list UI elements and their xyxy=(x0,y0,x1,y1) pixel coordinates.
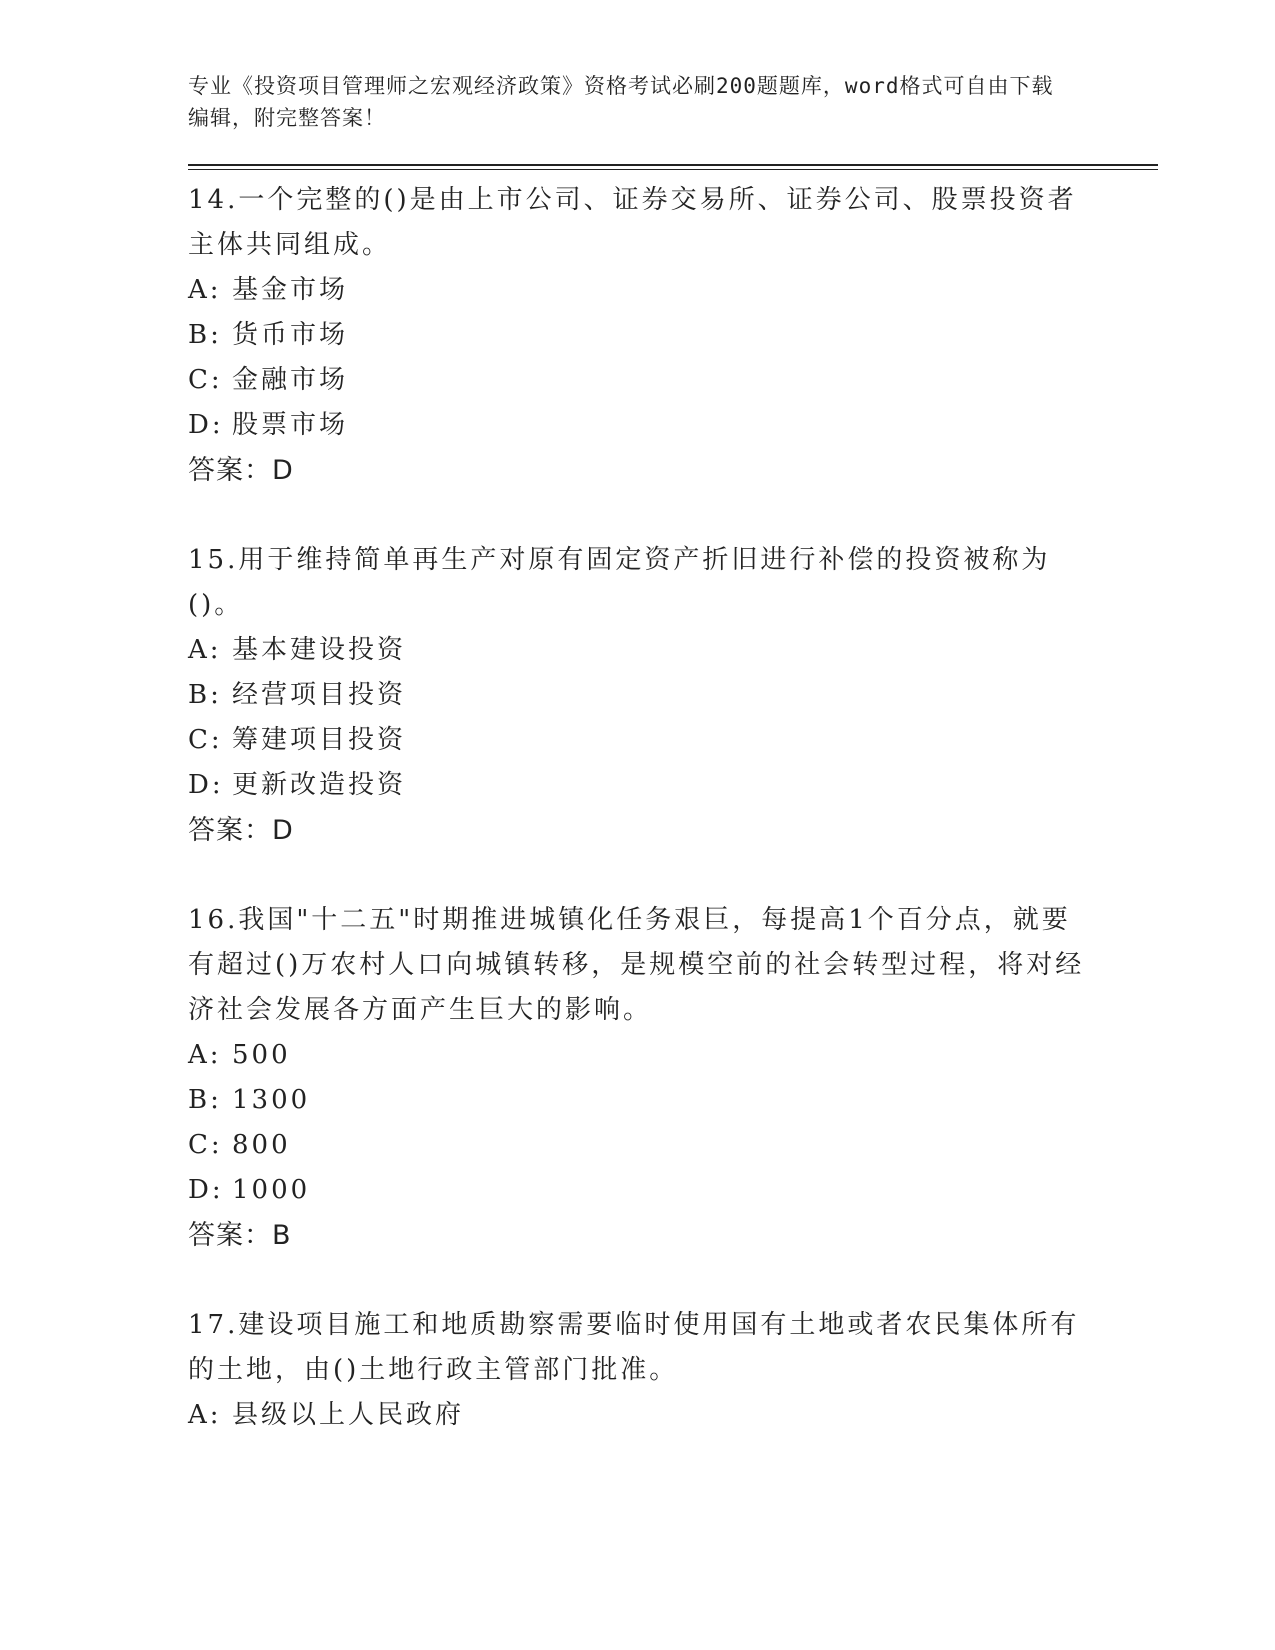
option-b xyxy=(188,1078,1098,1123)
option-a xyxy=(188,268,1098,313)
option-text: 经营项目投资 xyxy=(232,680,407,710)
option-key: A: xyxy=(188,1040,222,1070)
option-c xyxy=(188,358,1098,403)
question-17 xyxy=(188,1303,1098,1438)
option-text: 1300 xyxy=(232,1085,311,1115)
option-text: 1000 xyxy=(232,1175,311,1205)
question-stem: 16.我国"十二五"时期推进城镇化任务艰巨，每提高1个百分点，就要有超过()万农村人口向城镇转移，是规模空前的社会转型过程，将对经济社会发展各方面产生巨大的影响。 xyxy=(188,905,1085,1025)
option-text: 800 xyxy=(232,1130,291,1160)
option-text: 500 xyxy=(232,1040,291,1070)
option-c xyxy=(188,1123,1098,1168)
option-key: A: xyxy=(188,275,222,305)
option-text: 县级以上人民政府 xyxy=(232,1400,465,1430)
question-16 xyxy=(188,898,1098,1258)
answer-line: 答案：D xyxy=(188,455,294,486)
option-a xyxy=(188,628,1098,673)
document-header: 专业《投资项目管理师之宏观经济政策》资格考试必刷200题题库，word格式可自由下载编辑，附完整答案！ xyxy=(188,74,1054,130)
option-text: 股票市场 xyxy=(232,410,349,440)
option-text: 基本建设投资 xyxy=(232,635,407,665)
option-key: A: xyxy=(188,1400,222,1430)
option-b xyxy=(188,673,1098,718)
option-text: 筹建项目投资 xyxy=(232,725,407,755)
option-key: B: xyxy=(188,680,222,710)
option-key: B: xyxy=(188,1085,222,1115)
answer-line: 答案：B xyxy=(188,1220,292,1251)
option-text: 金融市场 xyxy=(232,365,349,395)
answer-line: 答案：D xyxy=(188,815,294,846)
option-d xyxy=(188,403,1098,448)
option-key: D: xyxy=(188,770,224,800)
option-text: 货币市场 xyxy=(232,320,349,350)
option-c xyxy=(188,718,1098,763)
question-stem: 14.一个完整的()是由上市公司、证券交易所、证券公司、股票投资者主体共同组成。 xyxy=(188,185,1077,260)
option-a xyxy=(188,1033,1098,1078)
question-14 xyxy=(188,178,1098,493)
option-text: 更新改造投资 xyxy=(232,770,407,800)
option-a xyxy=(188,1393,1098,1438)
option-d xyxy=(188,1168,1098,1213)
option-key: C: xyxy=(188,725,223,755)
question-15 xyxy=(188,538,1098,853)
option-d xyxy=(188,763,1098,808)
option-key: C: xyxy=(188,1130,223,1160)
option-key: C: xyxy=(188,365,223,395)
option-key: D: xyxy=(188,410,224,440)
option-key: B: xyxy=(188,320,222,350)
header-divider xyxy=(188,164,1158,170)
question-stem: 15.用于维持简单再生产对原有固定资产折旧进行补偿的投资被称为()。 xyxy=(188,545,1051,620)
option-key: D: xyxy=(188,1175,224,1205)
option-key: A: xyxy=(188,635,222,665)
option-b xyxy=(188,313,1098,358)
option-text: 基金市场 xyxy=(232,275,349,305)
question-stem: 17.建设项目施工和地质勘察需要临时使用国有土地或者农民集体所有的土地，由()土地行政主管部门批准。 xyxy=(188,1310,1080,1385)
document-page xyxy=(188,70,1158,1438)
